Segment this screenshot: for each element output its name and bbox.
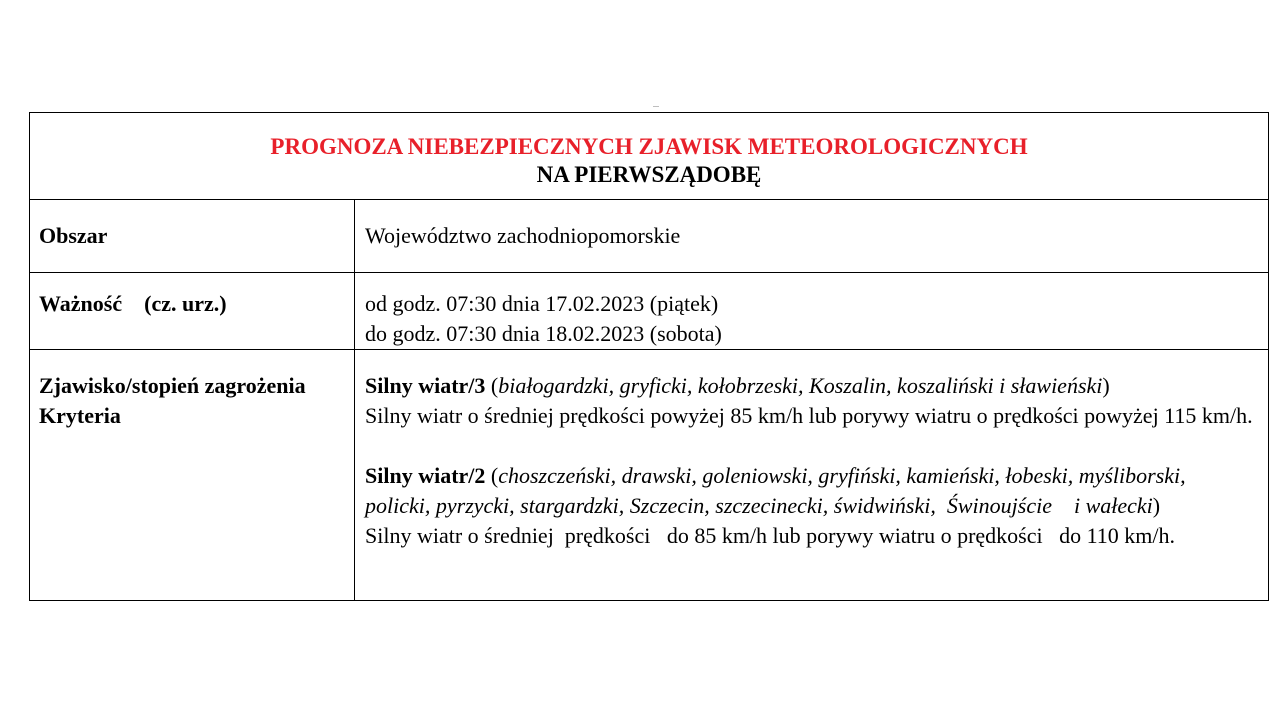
forecast-subtitle: NA PIERWSZĄDOBĘ (536, 162, 762, 187)
area-value-cell (355, 200, 1269, 273)
validity-row (30, 273, 1269, 350)
header-mark: ... (653, 100, 659, 109)
warning-1-close-paren: ) (1102, 373, 1110, 398)
phenomenon-row (30, 350, 1269, 601)
validity-label-cell (30, 273, 355, 350)
phenomenon-label-cell (30, 350, 355, 601)
warning-1-regions: białogardzki, gryficki, kołobrzeski, Koszalin, koszaliński i sławieński (498, 373, 1103, 398)
phenomenon-label: Zjawisko/stopień zagrożenia (39, 373, 306, 398)
criteria-label: Kryteria (39, 403, 121, 428)
warning-1-heading (365, 371, 1268, 401)
validity-from: od godz. 07:30 dnia 17.02.2023 (piątek) (365, 291, 719, 316)
warning-2-level: Silny wiatr/2 (365, 463, 486, 488)
warning-2-heading (365, 461, 1268, 521)
phenomenon-value-cell (355, 350, 1269, 601)
forecast-title: PROGNOZA NIEBEZPIECZNYCH ZJAWISK METEOROLOGICZNYCH (270, 134, 1028, 159)
validity-label: Ważność (cz. urz.) (39, 291, 227, 316)
header-cell (30, 113, 1269, 200)
area-row (30, 200, 1269, 273)
forecast-table (29, 112, 1269, 601)
warning-1-description: Silny wiatr o średniej prędkości powyżej 85 km/h lub porywy wiatru o prędkości powyżej 115 km/h. (365, 403, 1253, 428)
area-label: Obszar (39, 223, 108, 248)
warning-2-description: Silny wiatr o średniej prędkości do 85 km/h lub porywy wiatru o prędkości do 110 km/h. (365, 523, 1176, 548)
header-row (30, 113, 1269, 200)
warning-1-level: Silny wiatr/3 (365, 373, 486, 398)
validity-value-cell (355, 273, 1269, 350)
warning-2-regions: choszczeński, drawski, goleniowski, gryfiński, kamieński, łobeski, myśliborski, policki, pyrzycki, stargardzki, Szczecin, szczecinecki, świdwiński, Świnoujście i wałecki (365, 463, 1192, 518)
warning-spacer (365, 431, 1268, 461)
warning-2-close-paren: ) (1152, 493, 1161, 518)
validity-to: do godz. 07:30 dnia 18.02.2023 (sobota) (365, 321, 722, 346)
area-value: Województwo zachodniopomorskie (365, 223, 681, 248)
area-label-cell (30, 200, 355, 273)
warning-1-open-paren: ( (485, 373, 499, 398)
warning-2-open-paren: ( (485, 463, 499, 488)
